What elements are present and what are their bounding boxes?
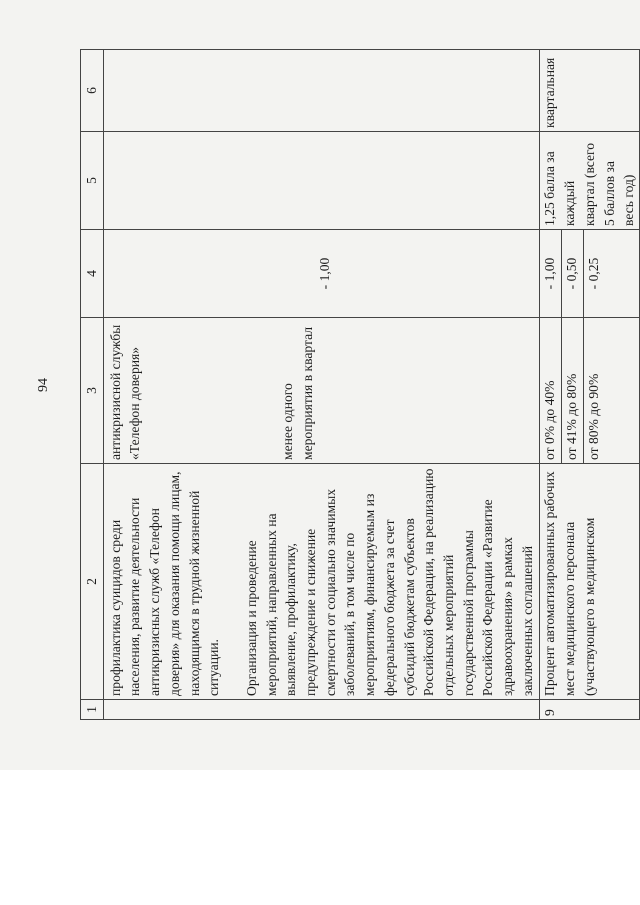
indicator-text-social-diseases: Организация и проведение мероприятий, направленных на выявление, профилактику, предупреждение и снижение смертности от социально значимых заболеваний, в том числе по мероприятиям, финансируемым из федерального бюджета за счет субсидий бюджетам субъектов Российской Федерации, на реализацию отдельных мероприятий государственной программы Российской Федерации «Развитие здравоохранения» в рамках заключенных соглашений bbox=[243, 468, 535, 696]
indicator-cell bbox=[103, 464, 540, 700]
header-row bbox=[81, 50, 104, 720]
score-value: - 1,00 bbox=[316, 257, 332, 290]
criteria-table bbox=[80, 49, 640, 720]
periodicity-cell bbox=[103, 50, 540, 132]
row-number-cell bbox=[103, 700, 540, 720]
criteria-range: от 80% до 90% bbox=[583, 318, 639, 464]
table-row bbox=[540, 50, 562, 720]
header-cell: 3 bbox=[81, 318, 104, 464]
criteria-text-events: менее одного мероприятия в квартал bbox=[280, 326, 315, 460]
header-cell: 6 bbox=[81, 50, 104, 132]
table-row bbox=[103, 50, 540, 720]
criteria-score: - 1,00 bbox=[540, 230, 562, 318]
page-number: 94 bbox=[36, 378, 51, 392]
header-cell: 5 bbox=[81, 132, 104, 230]
max-score-cell bbox=[103, 132, 540, 230]
score-cell bbox=[103, 230, 540, 318]
criteria-range: от 41% до 80% bbox=[562, 318, 584, 464]
indicator-text-suicide-prevention: профилактика суицидов среди населения, развитие деятельности антикризисных служб «Телефон доверия» для оказания помощи лицам, находящимся в трудной жизненной ситуации. bbox=[107, 471, 222, 696]
header-cell: 1 bbox=[81, 700, 104, 720]
criteria-text-hotline: антикризисной службы «Телефон доверия» bbox=[107, 324, 143, 460]
periodicity-cell: квартальная bbox=[540, 50, 640, 132]
rotated-page bbox=[36, 50, 640, 720]
row-number-cell: 9 bbox=[540, 700, 640, 720]
max-score-cell: 1,25 балла за каждый квартал (всего 5 баллов за весь год) bbox=[540, 132, 640, 230]
header-cell: 2 bbox=[81, 464, 104, 700]
criteria-score: - 0,50 bbox=[562, 230, 584, 318]
criteria-range: от 0% до 40% bbox=[540, 318, 562, 464]
criteria-score: - 0,25 bbox=[583, 230, 639, 318]
header-cell: 4 bbox=[81, 230, 104, 318]
criteria-cell bbox=[103, 318, 540, 464]
indicator-cell: Процент автоматизированных рабочих мест медицинского персонала (участвующего в медицинском bbox=[540, 464, 640, 700]
